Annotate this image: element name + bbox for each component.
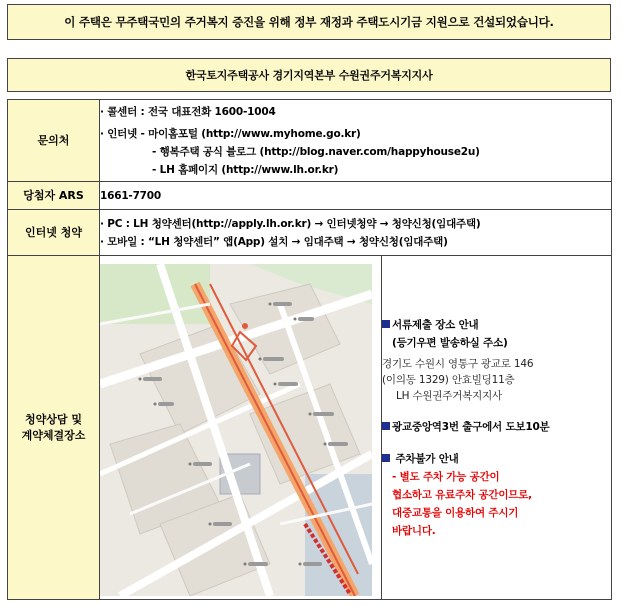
address-line1: 경기도 수원시 영통구 광교로 146	[382, 357, 534, 370]
map-cell	[100, 256, 382, 600]
ars-row	[8, 182, 612, 210]
inquiry-row	[8, 100, 612, 182]
parking-line2: 협소하고 유료주차 공간이므로,	[392, 488, 532, 501]
internet-line[interactable]: · 인터넷 - 마이홈포털 (http://www.myhome.go.kr)	[100, 127, 361, 140]
map-drawing	[100, 264, 372, 596]
location-info	[382, 256, 612, 600]
address-line2: (이의동 1329) 안효빌딩11층	[382, 373, 515, 386]
office-title: 한국토지주택공사 경기지역본부 수원권주거복지지사	[185, 69, 433, 82]
homepage-line[interactable]: - LH 홈페이지 (http://www.lh.or.kr)	[152, 163, 339, 176]
parking-line4: 바랍니다.	[392, 524, 436, 537]
notice-banner	[7, 4, 611, 40]
inquiry-label: 문의처	[8, 100, 100, 182]
bullet-square-icon	[382, 454, 390, 462]
station-line	[382, 418, 611, 436]
ars-label: 당첨자 ARS	[8, 182, 100, 210]
address-line3: LH 수원권주거복지지사	[396, 389, 502, 402]
blog-line[interactable]: - 행복주택 공식 블로그 (http://blog.naver.com/happyhouse2u)	[152, 145, 480, 158]
callcenter-line: · 콜센터 : 전국 대표전화 1600-1004	[100, 105, 276, 118]
info-table	[7, 99, 612, 600]
bullet-square-icon	[382, 320, 390, 328]
location-row	[8, 256, 612, 600]
map-image[interactable]	[100, 264, 372, 596]
office-title-banner	[7, 58, 611, 92]
doc-header	[382, 316, 611, 334]
parking-line3: 대중교통을 이용하여 주시기	[392, 506, 519, 519]
location-label	[8, 256, 100, 600]
parking-header-text: 주차불가 안내	[395, 452, 459, 465]
online-label: 인터넷 청약	[8, 210, 100, 256]
inquiry-content	[100, 100, 612, 182]
location-label-line2: 계약체결장소	[21, 428, 86, 442]
bullet-square-icon	[382, 422, 390, 430]
location-label-line1: 청약상담 및	[25, 412, 82, 426]
parking-line1: - 별도 주차 가능 공간이	[392, 470, 500, 483]
notice-text: 이 주택은 무주택국민의 주거복지 증진을 위해 정부 재정과 주택도시기금 지원으로 건설되었습니다.	[64, 15, 554, 29]
ars-value: 1661-7700	[100, 182, 612, 210]
online-content	[100, 210, 612, 256]
pc-line[interactable]: · PC : LH 청약센터(http://apply.lh.or.kr) → 인터넷청약 → 청약신청(임대주택)	[100, 217, 481, 230]
parking-header	[382, 450, 611, 468]
mobile-line[interactable]: · 모바일 : “LH 청약센터” 앱(App) 설치 → 임대주택 → 청약신청(임대주택)	[100, 235, 448, 248]
doc-header-text: 서류제출 장소 안내	[392, 318, 479, 331]
doc-sub: (등기우편 발송하실 주소)	[392, 336, 508, 349]
station-text: 광교중앙역3번 출구에서 도보10분	[392, 420, 550, 433]
online-row	[8, 210, 612, 256]
